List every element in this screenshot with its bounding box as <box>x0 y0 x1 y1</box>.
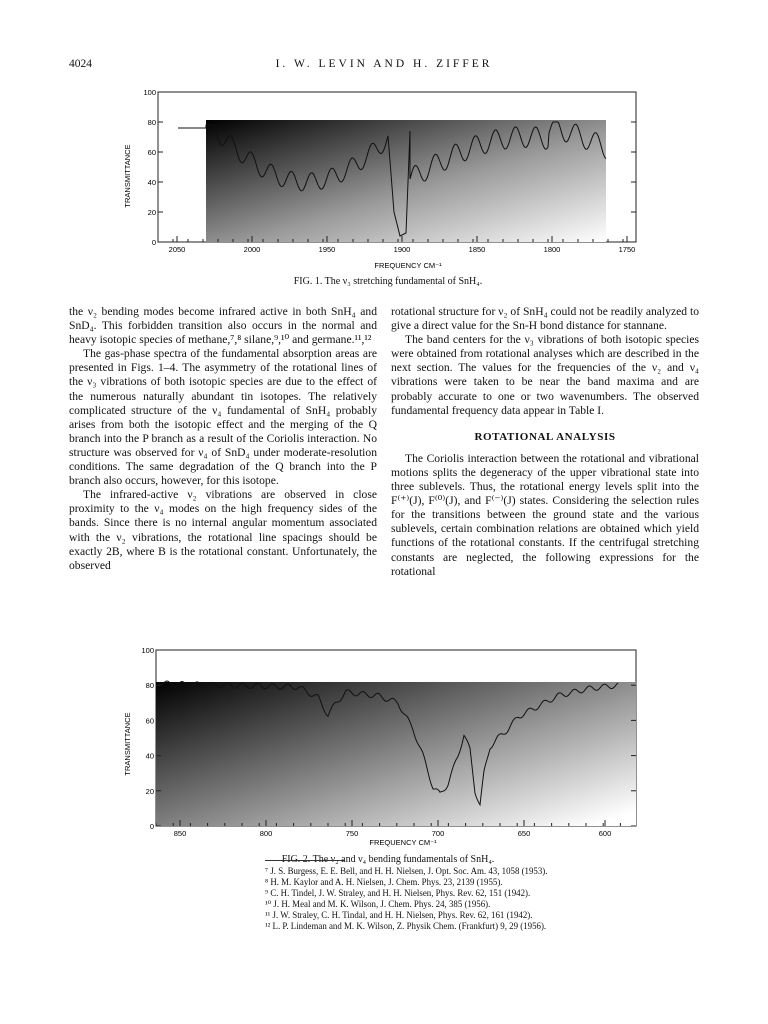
y-tick-label: 60 <box>147 148 156 157</box>
figure-1-caption: FIG. 1. The ν₃ stretching fundamental of SnH₄. <box>293 276 483 287</box>
right-paragraph-3: The Coriolis interaction between the rotational and vibrational motions splits the degeneracy of the upper vibrational state into three sublevels. Thus, the rotational energy levels split into the F⁽⁺⁾(J), F⁽⁰⁾(J), and F⁽⁻⁾(J) states. Considering the selection rules for the transitions between the ground state and the various sublevels, certain combination relations are obtained which yield functions of the rotational constants. If the centrifugal stretching constants are neglected, the following expressions for the rotational <box>391 451 699 578</box>
y-tick-label: 40 <box>147 178 156 187</box>
x-tick-label: 650 <box>517 829 531 838</box>
left-paragraph-2: The gas-phase spectra of the fundamental absorption areas are presented in Figs. 1–4. The asymmetry of the rotational lines of the ν₃ vibrations of both isotopic species are due to the effect of the numerous naturally abundant tin isotopes. The relatively complicated structure of the ν₄ fundamental of SnH₄ probably arises from both the isotopic effect and the merging of the Q branch into the P branch as a result of the Coriolis interaction. No structure was observed for ν₄ of SnD₄ under moderate-resolution conditions. The same degradation of the Q branch into the P branch also occurs, however, for this isotope. <box>69 347 377 488</box>
footnote: ¹¹ J. W. Straley, C. H. Tindal, and H. H. Nielsen, Phys. Rev. 62, 161 (1942). <box>265 910 533 920</box>
section-heading: ROTATIONAL ANALYSIS <box>474 430 616 443</box>
footnotes <box>265 866 547 932</box>
footnote: ¹⁰ J. H. Meal and M. K. Wilson, J. Chem. Phys. 24, 385 (1956). <box>265 899 491 909</box>
y-tick-label: 100 <box>141 646 154 655</box>
footnote: ⁷ J. S. Burgess, E. E. Bell, and H. H. Nielsen, J. Opt. Soc. Am. 43, 1058 (1953). <box>265 866 548 876</box>
figure-2-shading <box>156 682 636 826</box>
y-tick-label: 20 <box>147 208 156 217</box>
x-tick-label: 1900 <box>393 245 411 254</box>
figure-1-xlabel: FREQUENCY CM⁻¹ <box>374 261 442 270</box>
figure-1-ylabel: TRANSMITTANCE <box>123 144 132 208</box>
footnote: ⁹ C. H. Tindel, J. W. Straley, and H. H. Nielsen, Phys. Rev. 62, 151 (1942). <box>265 888 531 898</box>
x-tick-label: 2000 <box>243 245 261 254</box>
left-paragraph-1: the ν₂ bending modes become infrared active in both SnH₄ and SnD₄. This forbidden transition also occurs in the normal and heavy isotopic species of methane,⁷,⁸ silane,⁹,¹⁰ and germane.¹¹,¹² <box>69 305 377 347</box>
figure-2 <box>118 646 658 850</box>
footnote: ⁸ H. M. Kaylor and A. H. Nielsen, J. Chem. Phys. 23, 2139 (1955). <box>265 877 503 887</box>
x-tick-label: 750 <box>345 829 359 838</box>
running-title: I. W. LEVIN AND H. ZIFFER <box>275 58 493 70</box>
y-tick-label: 100 <box>143 88 156 97</box>
y-tick-label: 40 <box>145 751 154 761</box>
right-paragraph-1: rotational structure for ν₂ of SnH₄ could not be readily analyzed to give a direct value for the Sn-H bond distance for stannane. <box>391 305 699 333</box>
y-tick-label: 60 <box>145 716 154 726</box>
figure-2-ylabel: TRANSMITTANCE <box>123 712 132 776</box>
figure-2-caption: FIG. 2. The ν₂ and ν₄ bending fundamentals of SnH₄. <box>281 854 495 865</box>
right-paragraph-2: The band centers for the ν₃ vibrations of both isotopic species were obtained from rotational analyses which are described in the next section. The values for the frequencies of the ν₂ and ν₄ vibrations were taken to be near the band maxima and are probably accurate to one or two wavenumbers. The observed fundamental frequency data appear in Table I. <box>391 333 699 417</box>
y-tick-label: 80 <box>147 118 156 127</box>
figure-2-xlabel: FREQUENCY CM⁻¹ <box>369 838 437 847</box>
figure-1-plot <box>118 86 658 272</box>
footnote-rule <box>265 860 345 861</box>
x-tick-label: 1950 <box>318 245 336 254</box>
x-tick-label: 2050 <box>168 245 186 254</box>
page-number: 4024 <box>69 58 92 70</box>
left-column <box>69 305 377 573</box>
x-tick-label: 850 <box>173 829 187 838</box>
x-tick-label: 1850 <box>468 245 486 254</box>
x-tick-label: 1800 <box>543 245 561 254</box>
y-tick-label: 0 <box>149 822 154 831</box>
x-tick-label: 600 <box>598 829 612 838</box>
y-tick-label: 0 <box>151 238 156 247</box>
left-paragraph-3: The infrared-active ν₂ vibrations are observed in close proximity to the ν₄ modes on the high frequency sides of the bands. Since there is no internal angular momentum associated with the ν₂ vibrations, the rotational line spacings should be exactly 2B, where B is the rotational constant. Unfortunately, the observed <box>69 488 377 572</box>
footnote: ¹² L. P. Lindeman and M. K. Wilson, Z. Physik Chem. (Frankfurt) 9, 29 (1956). <box>265 921 547 931</box>
x-tick-label: 1750 <box>618 245 636 254</box>
x-tick-label: 700 <box>431 829 445 838</box>
x-tick-label: 800 <box>259 829 273 838</box>
figure-1 <box>118 86 658 272</box>
y-tick-label: 20 <box>145 786 154 796</box>
right-column <box>391 305 699 579</box>
figure-2-plot <box>118 646 658 850</box>
y-tick-label: 80 <box>145 681 154 691</box>
